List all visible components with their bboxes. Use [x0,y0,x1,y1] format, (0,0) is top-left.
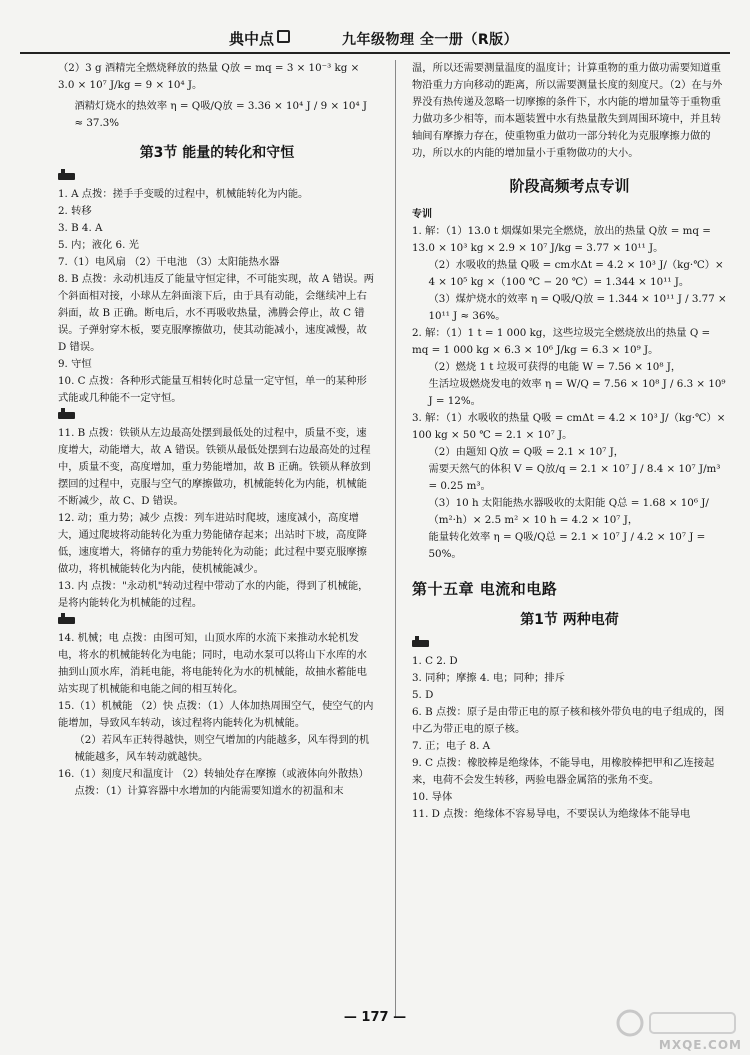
answer-item: 1. C 2. D [412,655,458,667]
section-title: 第1节 两种电荷 [520,612,619,628]
page-header [20,28,730,54]
left-column [58,60,376,800]
book-title: 九年级物理 全一册（R版） [342,32,519,48]
answer-item: 3. B 4. A [58,222,103,234]
intro-line: 酒精灯烧水的热效率 η = Q吸/Q放 = 3.36 × 10⁴ J / 9 × 10⁴ J ≈ 37.3% [74,100,367,129]
column-divider [395,60,396,1018]
answer-item: 10. 导体 [412,791,453,803]
level-2-marker-icon [58,411,376,423]
answer-item: 15.（1）机械能 （2）快 点拨：（1）人体加热周围空气，使空气的内能增加，导致风车转动，该过程将内能转化为机械能。 [58,700,374,729]
answer-item: 1. A 点拨：搓手手变暖的过程中，机械能转化为内能。 [58,188,309,200]
continued-text: 温，所以还需要测量温度的温度计；计算重物的重力做功需要知道重物沿重力方向移动的距离，所以需要测量长度的刻度尺。（2）在与外界没有热传递及忽略一切摩擦的条件下，水内能的增加量等于重物重力做功多少相等，而本题装置中水有热量散失到周围环境中，并且转轴间有摩擦力存在，使重物重力做功一部分转化为克服摩擦力做的功，所以水的内能的增加量小于重物做功的大小。 [412,62,723,159]
right-column [412,60,727,823]
level-3-marker-icon [58,616,376,628]
answer-item: 13. 内 点拨："永动机"转动过程中带动了水的内能，得到了机械能，是将内能转化为机械能的过程。 [58,580,369,609]
answer-item: 8. B 点拨：永动机违反了能量守恒定律，不可能实现，故 A 错误。两个斜面相对接，小球从左斜面滚下后，由于具有动能，会继续冲上右斜面，故 B 正确。断电后，水不再吸收热量，沸腾会停止，故 C 错误。子弹射穿木板，要克服摩擦做功，使其动能减小，速度减慢，故 D 错误。 [58,273,374,353]
answer-item: 16.（1）刻度尺和温度计 （2）转轴处存在摩擦（或液体向外散热） [58,768,369,780]
solution-item: 生活垃圾燃烧发电的效率 η = W/Q = 7.56 × 10⁸ J / 6.3 × 10⁹ J = 12%。 [428,378,726,407]
answer-item: 3. 同种；摩擦 4. 电；同种；排斥 [412,672,566,684]
answer-item: 12. 动；重力势；减少 点拨：列车进站时爬坡，速度减小，高度增大，通过爬坡将动能转化为重力势能储存起来；出站时下坡，高度降低，速度增大，将储存的重力势能转化为动能；此过程中要克服摩擦做功，将机械能转化为内能，使机械能减少。 [58,512,367,575]
solution-item: 3. 解：（1）水吸收的热量 Q吸 = cmΔt = 4.2 × 10³ J/（kg·℃）× 100 kg × 50 ℃ = 2.1 × 10⁷ J。 [412,412,726,441]
answer-item: 5. D [412,689,434,701]
answer-item: 14. 机械；电 点拨：由图可知，山顶水库的水流下来推动水轮机发电，将水的机械能转化为电能；同时，电动水泵可以将山下水库的水抽到山顶水库，消耗电能，将电能转化为水的机械能，故抽水蓄能电站实现了机械能和电能之间的相互转化。 [58,632,367,695]
solution-item: （3）10 h 太阳能热水器吸收的太阳能 Q总 = 1.68 × 10⁶ J/（m²·h）× 2.5 m² × 10 h = 4.2 × 10⁷ J， [428,497,709,526]
intro-line: 3.0 × 10⁷ J/kg = 9 × 10⁴ J。 [58,79,203,91]
answer-item: 点拨：（1）计算容器中水增加的内能需要知道水的初温和末 [74,785,344,797]
answer-item: 10. C 点拨：各种形式能量互相转化时总量一定守恒，单一的某种形式能或几种能不一定守恒。 [58,375,367,404]
zhuanxun-label: 专训 [412,209,432,220]
solution-item: （2）由题知 Q放 = Q吸 = 2.1 × 10⁷ J， [428,446,625,458]
answer-item: 2. 转移 [58,205,92,217]
solution-item: 需要天然气的体积 V = Q放/q = 2.1 × 10⁷ J / 8.4 × 10⁷ J/m³ = 0.25 m³。 [428,463,721,492]
answer-item: 7.（1）电风扇 （2）干电池 （3）太阳能热水器 [58,256,280,268]
answer-item: 11. B 点拨：铁锁从左边最高处摆到最低处的过程中，质量不变，速度增大，动能增大，故 A 错误。铁锁从最低处摆到右边最高处的过程中，质量不变，高度增加，重力势能增加，故 B 正确。铁锁从释放到摆回的过程中，克服与空气的摩擦做功，机械能转化为内能，机械能不断减少，故 C、D 错误。 [58,427,371,507]
logo-mark-icon [277,30,290,43]
answer-item: 11. D 点拨：绝缘体不容易导电，不要误认为绝缘体不能导电 [412,808,691,820]
solution-item: （2）燃烧 1 t 垃圾可获得的电能 W = 7.56 × 10⁸ J， [428,361,682,373]
solution-item: 1. 解：（1）13.0 t 烟煤如果完全燃烧，放出的热量 Q放 = mq = 13.0 × 10³ kg × 2.9 × 10⁷ J/kg = 3.77 × 10¹¹ J。 [412,225,711,254]
chapter-title: 第十五章 电流和电路 [412,580,558,598]
level-1-marker-icon [412,639,727,651]
solution-item: 能量转化效率 η = Q吸/Q总 = 2.1 × 10⁷ J / 4.2 × 10⁷ J = 50%。 [428,531,706,560]
solution-item: （3）煤炉烧水的效率 η = Q吸/Q放 = 1.344 × 10¹¹ J / 3.77 × 10¹¹ J ≈ 36%。 [428,293,727,322]
section-title: 第3节 能量的转化和守恒 [139,145,295,161]
answer-item: （2）若风车正转得越快，则空气增加的内能越多，风车得到的机械能越多，风车转动就越快。 [74,734,370,763]
answer-item: 7. 正；电子 8. A [412,740,491,752]
answer-item: 6. B 点拨：原子是由带正电的原子核和核外带负电的电子组成的，图中乙为带正电的原子核。 [412,706,725,735]
section-title: 阶段高频考点专训 [509,177,630,195]
answer-item: 5. 内；液化 6. 光 [58,239,139,251]
answer-item: 9. 守恒 [58,358,92,370]
solution-item: 2. 解：（1）1 t = 1 000 kg，这些垃圾完全燃烧放出的热量 Q = mq = 1 000 kg × 6.3 × 10⁶ J/kg = 6.3 × 10⁹ J。 [412,327,711,356]
page-number: — 177 — [343,1010,407,1025]
level-1-marker-icon [58,172,376,184]
book-logo: 典中点 [229,28,290,49]
solution-item: （2）水吸收的热量 Q吸 = cm水Δt = 4.2 × 10³ J/（kg·℃）× 4 × 10⁵ kg ×（100 ℃ − 20 ℃）= 1.344 × 10¹¹ J。 [428,259,724,288]
answer-item: 9. C 点拨：橡胶棒是绝缘体，不能导电，用橡胶棒把甲和乙连接起来，电荷不会发生转移，两验电器金属箔的张角不变。 [412,757,715,786]
intro-line: （2）3 g 酒精完全燃烧释放的热量 Q放 = mq = 3 × 10⁻³ kg × [58,62,360,74]
watermark-text: MXQE.COM [658,1038,742,1052]
